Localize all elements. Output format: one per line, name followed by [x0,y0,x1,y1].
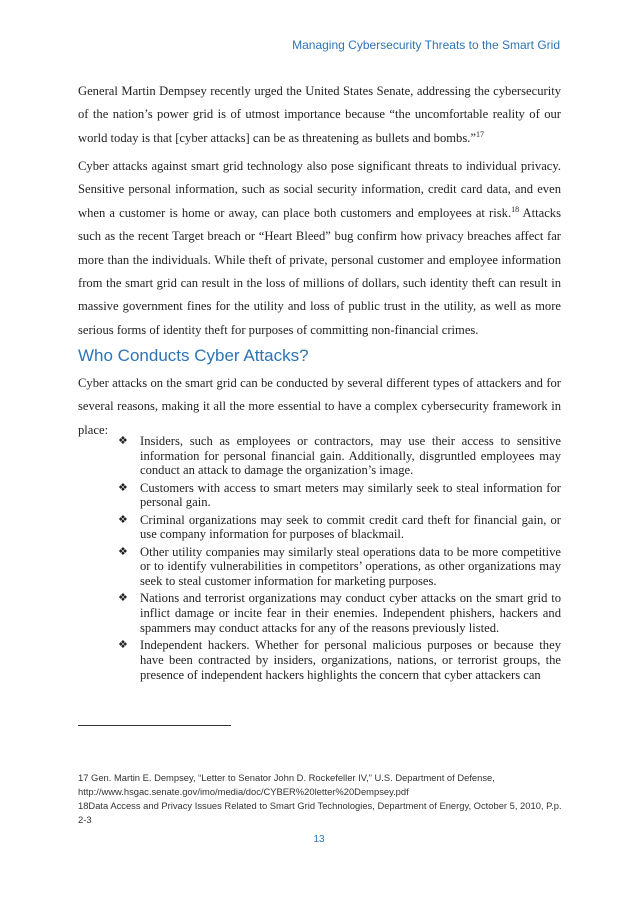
attacker-list [118,434,561,685]
page-number: 13 [313,834,325,845]
list-item-text: Nations and terrorist organizations may conduct cyber attacks on the smart grid to inflict damage or incite fear in their enemies. Independent phishers, hackers and spammers may conduct attacks for any of the reasons previously listed. [140,591,561,635]
list-item [118,591,561,635]
paragraph-text-continued: Attacks such as the recent Target breach or “Heart Bleed” bug confirm how privacy breaches affect far more than the individuals. While theft of private, personal customer and employee information from the smart grid can result in the loss of millions of dollars, such identity theft can result in massive government fines for the utility and loss of public trust in the utility, as well as more serious forms of identity theft for purposes of committing non-financial crimes. [78,205,561,337]
paragraph-dempsey [78,80,561,150]
footnote-ref-18[interactable]: 18 [511,204,520,214]
list-item [118,481,561,510]
diamond-bullet-icon: ❖ [118,481,128,494]
footnote-17: 17 Gen. Martin E. Dempsey, “Letter to Senator John D. Rockefeller IV,” U.S. Department of Defense, [78,772,495,783]
footnotes [78,771,563,827]
list-item-text: Criminal organizations may seek to commit credit card theft for financial gain, or use company information for purposes of blackmail. [140,512,561,542]
footnote-divider [78,725,231,726]
footnote-18: 18Data Access and Privacy Issues Related to Smart Grid Technologies, Department of Energy, October 5, 2010, P.p. 2-3 [78,800,562,825]
list-item-text: Independent hackers. Whether for personal malicious purposes or because they have been contracted by insiders, organizations, nations, or terrorist groups, the presence of independent hackers highlights the concern that cyber attackers can [140,638,561,682]
footnote-ref-17[interactable]: 17 [475,129,484,139]
running-header: Managing Cybersecurity Threats to the Smart Grid [292,38,560,52]
paragraph-text: General Martin Dempsey recently urged the United States Senate, addressing the cybersecurity of the nation’s power grid is of utmost importance because “the uncomfortable reality of our world today is that [cyber attacks] can be as threatening as bullets and bombs.” [78,84,561,145]
list-item [118,513,561,542]
list-item [118,434,561,478]
diamond-bullet-icon: ❖ [118,592,128,605]
diamond-bullet-icon: ❖ [118,513,128,526]
paragraph-privacy [78,155,561,342]
list-item [118,638,561,682]
list-item [118,545,561,589]
section-intro: Cyber attacks on the smart grid can be conducted by several different types of attackers and for several reasons, making it all the more essential to have a complex cybersecurity framework in place: [78,376,561,437]
list-item-text: Other utility companies may similarly steal operations data to be more competitive or to identify vulnerabilities in competitors’ operations, as other organizations may seek to steal customer information for marketing purposes. [140,544,561,589]
footnote-17-url[interactable]: http://www.hsgac.senate.gov/imo/media/doc/CYBER%20letter%20Dempsey.pdf [78,786,409,797]
paragraph-text: Cyber attacks against smart grid technology also pose significant threats to individual privacy. Sensitive personal information, such as social security information, credit card data, and even when a customer is home or away, can place both customers and employees at risk. [78,159,561,220]
diamond-bullet-icon: ❖ [118,639,128,652]
list-item-text: Customers with access to smart meters may similarly seek to steal information for personal gain. [140,480,561,510]
diamond-bullet-icon: ❖ [118,435,128,447]
section-heading: Who Conducts Cyber Attacks? [78,346,309,365]
list-item-text: Insiders, such as employees or contractors, may use their access to sensitive information for personal financial gain. Additionally, disgruntled employees may conduct an attack to damage the organization’s image. [140,434,561,478]
diamond-bullet-icon: ❖ [118,545,128,558]
